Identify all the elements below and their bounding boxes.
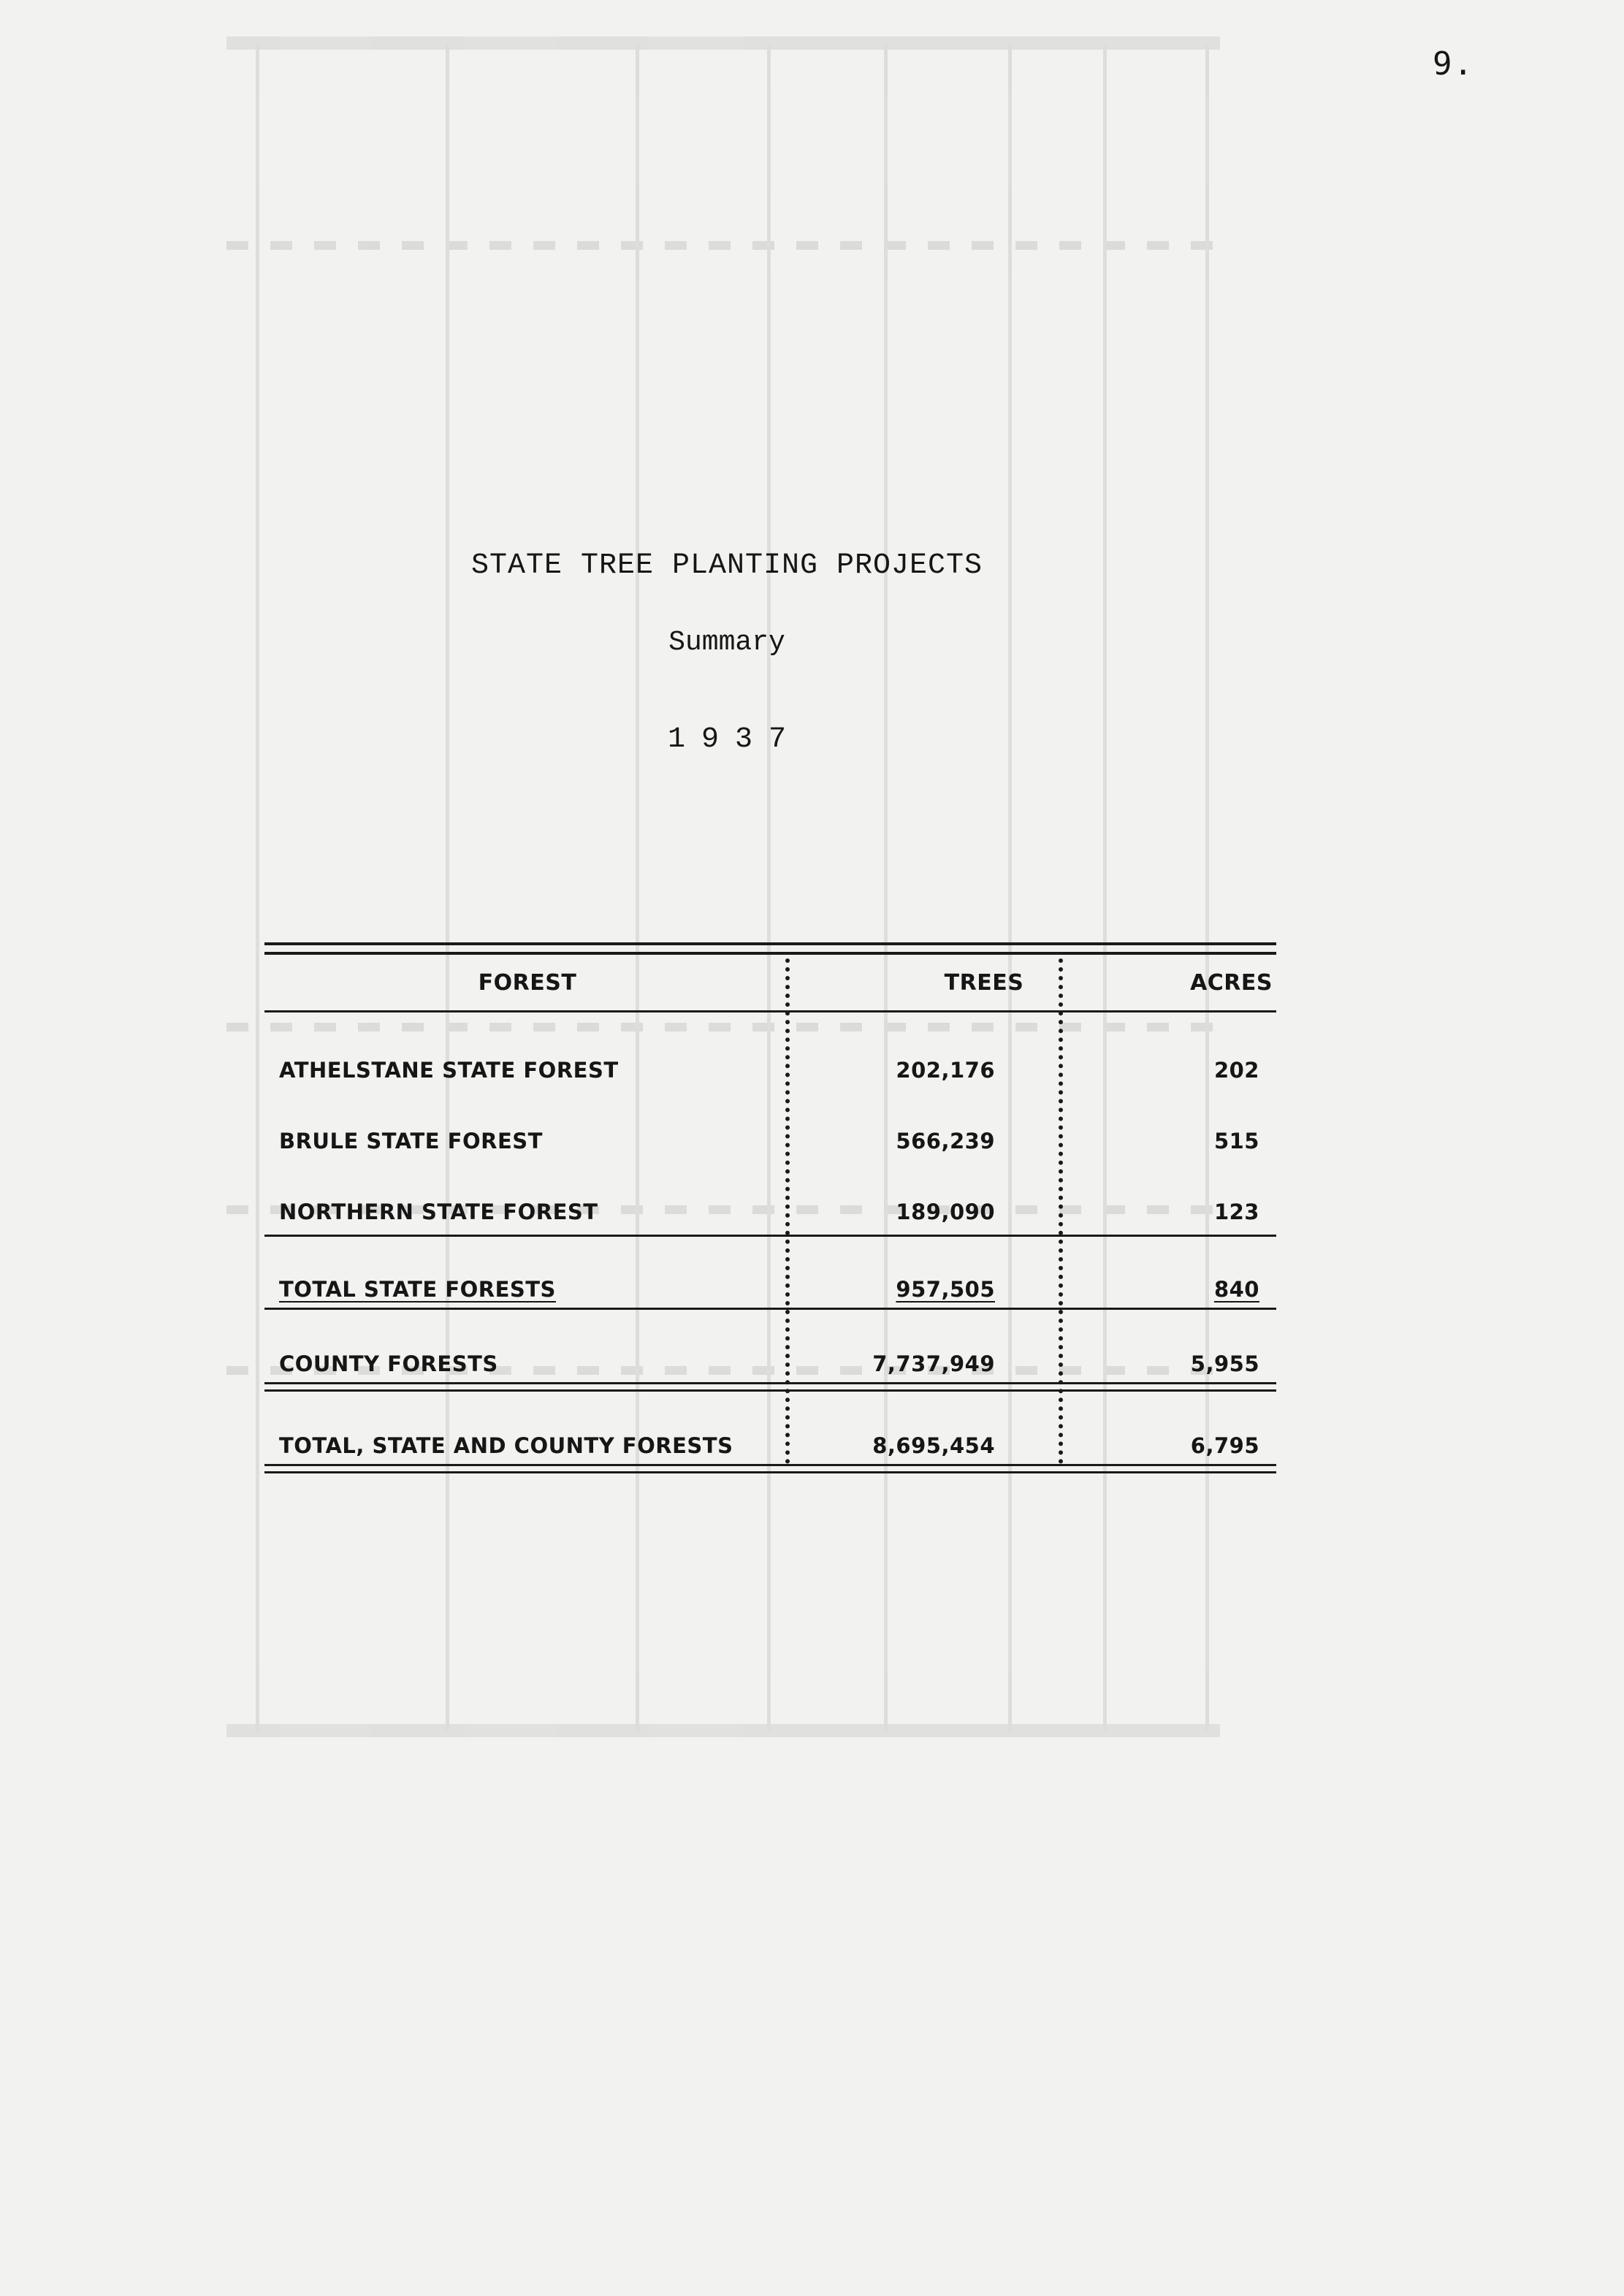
row-forest-name: BRULE STATE FOREST <box>279 1129 543 1153</box>
document-title: STATE TREE PLANTING PROJECTS <box>470 549 983 582</box>
document-subtitle: Summary <box>668 627 785 658</box>
row-trees-value: 566,239 <box>896 1129 995 1153</box>
subtotal-acres: 840 <box>1213 1277 1259 1302</box>
header-forest: FOREST <box>478 970 577 996</box>
rows-rule <box>264 1235 1276 1237</box>
table-top-rule-2 <box>264 952 1276 955</box>
row-trees-value: 202,176 <box>896 1058 995 1083</box>
header-acres: ACRES <box>1190 970 1273 996</box>
county-acres: 5,955 <box>1190 1351 1259 1376</box>
header-rule <box>264 1010 1276 1012</box>
document-year: 1937 <box>667 723 802 756</box>
row-acres-value: 202 <box>1213 1058 1259 1083</box>
subtotal-label: TOTAL STATE FORESTS <box>279 1277 556 1302</box>
subtotal-trees: 957,505 <box>896 1277 995 1302</box>
county-rule <box>264 1382 1276 1384</box>
summary-table <box>264 942 1276 1483</box>
header-trees: TREES <box>944 970 1024 996</box>
county-label: COUNTY FORESTS <box>279 1351 498 1376</box>
table-bottom-rule <box>264 1464 1276 1466</box>
table-top-rule <box>264 942 1276 945</box>
row-forest-name: ATHELSTANE STATE FOREST <box>279 1058 619 1083</box>
row-forest-name: NORTHERN STATE FOREST <box>279 1200 598 1224</box>
row-trees-value: 189,090 <box>896 1200 995 1224</box>
grand-total-acres: 6,795 <box>1190 1433 1259 1458</box>
county-rule-2 <box>264 1389 1276 1392</box>
grand-total-label: TOTAL, STATE AND COUNTY FORESTS <box>279 1433 733 1458</box>
row-acres-value: 515 <box>1213 1129 1259 1153</box>
column-separator-forest-trees <box>785 958 790 1464</box>
grand-total-trees: 8,695,454 <box>872 1433 995 1458</box>
subtotal-rule <box>264 1308 1276 1310</box>
county-trees: 7,737,949 <box>872 1351 995 1376</box>
row-acres-value: 123 <box>1213 1200 1259 1224</box>
table-bottom-rule-2 <box>264 1471 1276 1473</box>
bleed-through-background <box>226 22 1220 1753</box>
page-number: 9. <box>1433 45 1474 83</box>
